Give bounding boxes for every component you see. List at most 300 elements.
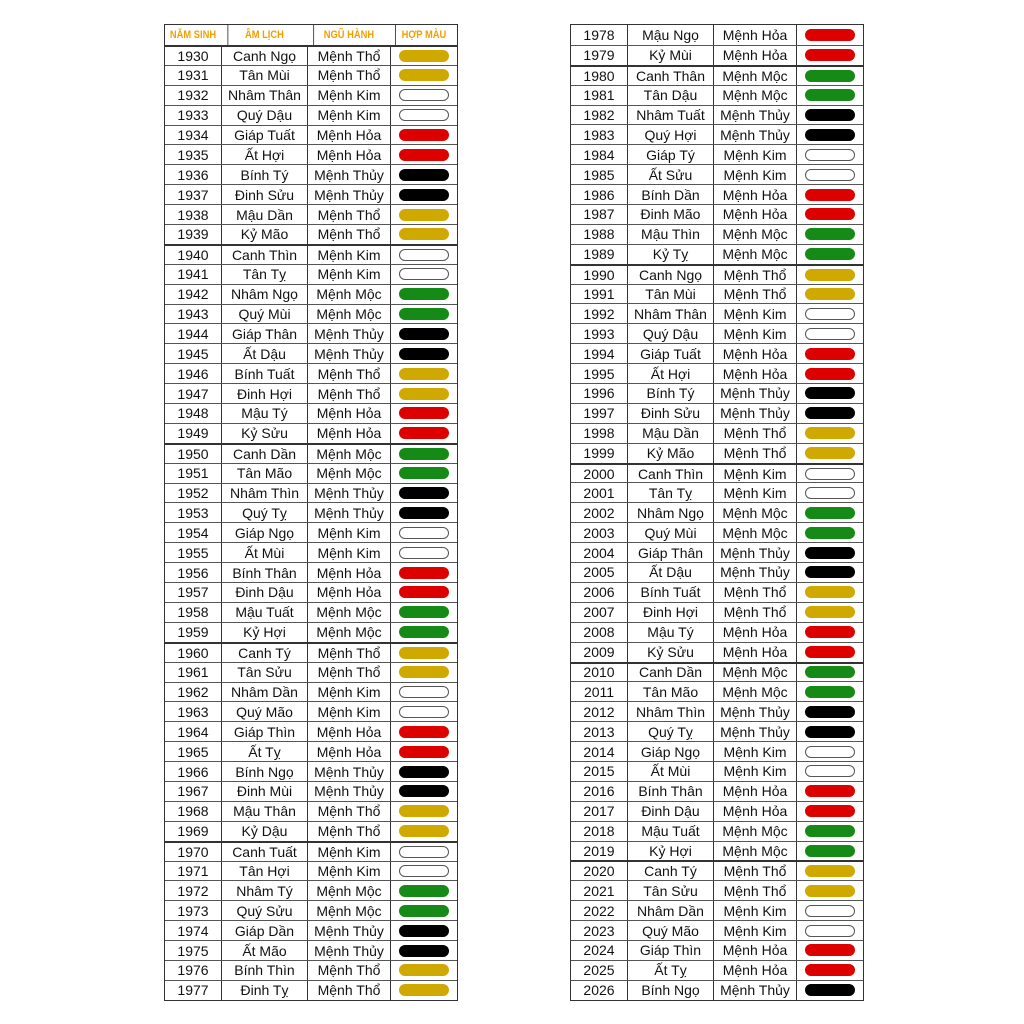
- color-cell: [390, 941, 457, 960]
- year-cell: 1986: [583, 186, 615, 203]
- year-cell: 1971: [177, 862, 209, 879]
- color-swatch: [399, 825, 449, 837]
- table-row: [165, 980, 457, 1000]
- table-row: [571, 363, 863, 383]
- table-row: [571, 443, 863, 463]
- color-swatch: [399, 706, 449, 718]
- lunar-cell: Giáp Tuất: [221, 126, 307, 145]
- color-swatch: [399, 805, 449, 817]
- lunar-cell: Mậu Thân: [221, 802, 307, 821]
- lunar-cell: Bính Tuất: [627, 583, 713, 602]
- year-cell: 1993: [583, 325, 615, 342]
- year-cell: 1966: [177, 763, 209, 780]
- color-swatch: [399, 448, 449, 460]
- table-row: [571, 622, 863, 642]
- year-cell: 2026: [583, 982, 615, 999]
- element-cell: Mệnh Thổ: [713, 603, 796, 622]
- color-swatch: [399, 666, 449, 678]
- color-swatch: [805, 368, 855, 380]
- element-cell: Mệnh Thủy: [307, 484, 390, 503]
- color-cell: [796, 523, 863, 542]
- element-cell: Mệnh Thổ: [713, 881, 796, 900]
- lunar-cell: Ất Mùi: [627, 762, 713, 781]
- table-row: [165, 144, 457, 164]
- color-cell: [796, 941, 863, 960]
- color-cell: [796, 364, 863, 383]
- color-swatch: [399, 368, 449, 380]
- year-cell: 1967: [177, 783, 209, 800]
- year-cell: 1961: [177, 664, 209, 681]
- year-cell: 1994: [583, 345, 615, 362]
- lunar-cell: Giáp Thìn: [221, 722, 307, 741]
- table-row: [165, 741, 457, 761]
- lunar-cell: Canh Thìn: [627, 465, 713, 483]
- lunar-cell: Nhâm Dần: [221, 683, 307, 702]
- element-cell: Mệnh Thổ: [713, 583, 796, 602]
- element-cell: Mệnh Mộc: [713, 225, 796, 244]
- table-row: [571, 303, 863, 323]
- color-swatch: [805, 70, 855, 82]
- color-cell: [796, 682, 863, 701]
- color-cell: [390, 623, 457, 642]
- color-cell: [796, 384, 863, 403]
- element-cell: Mệnh Thổ: [307, 644, 390, 662]
- year-cell: 2022: [583, 902, 615, 919]
- color-cell: [390, 205, 457, 224]
- lunar-cell: Ất Hợi: [221, 145, 307, 164]
- element-cell: Mệnh Kim: [307, 265, 390, 284]
- element-cell: Mệnh Kim: [713, 304, 796, 323]
- year-cell: 1947: [177, 385, 209, 402]
- color-cell: [796, 185, 863, 204]
- year-cell: 2005: [583, 564, 615, 581]
- color-cell: [390, 464, 457, 483]
- color-cell: [796, 643, 863, 662]
- color-cell: [390, 384, 457, 403]
- element-cell: Mệnh Mộc: [713, 682, 796, 701]
- color-swatch: [399, 865, 449, 877]
- color-swatch: [399, 388, 449, 400]
- element-cell: Mệnh Mộc: [713, 842, 796, 861]
- element-cell: Mệnh Thổ: [307, 663, 390, 682]
- lunar-cell: Đinh Hợi: [221, 384, 307, 403]
- element-cell: Mệnh Kim: [307, 543, 390, 562]
- lunar-cell: Giáp Thân: [627, 543, 713, 562]
- color-swatch: [399, 945, 449, 957]
- header-element: NGŨ HÀNH: [313, 25, 384, 45]
- element-cell: Mệnh Hỏa: [307, 742, 390, 761]
- year-cell: 2002: [583, 504, 615, 521]
- color-cell: [390, 126, 457, 145]
- table-left: [164, 24, 458, 1001]
- color-swatch: [399, 647, 449, 659]
- color-cell: [796, 742, 863, 761]
- table-row: [165, 304, 457, 324]
- element-cell: Mệnh Thổ: [307, 205, 390, 224]
- color-cell: [390, 663, 457, 682]
- table-row: [571, 482, 863, 502]
- element-cell: Mệnh Thổ: [713, 444, 796, 463]
- lunar-cell: Kỷ Mão: [221, 225, 307, 244]
- year-cell: 1962: [177, 683, 209, 700]
- lunar-cell: Kỷ Sửu: [627, 643, 713, 662]
- color-swatch: [805, 228, 855, 240]
- color-swatch: [399, 467, 449, 479]
- table-row: [571, 463, 863, 483]
- year-cell: 2008: [583, 624, 615, 641]
- lunar-cell: Ất Sửu: [627, 165, 713, 184]
- lunar-cell: Ất Dậu: [627, 563, 713, 582]
- lunar-cell: Quý Tỵ: [221, 503, 307, 522]
- color-swatch: [805, 646, 855, 658]
- lunar-cell: Mậu Thìn: [627, 225, 713, 244]
- color-swatch: [399, 169, 449, 181]
- year-cell: 1932: [177, 87, 209, 104]
- element-cell: Mệnh Hỏa: [713, 344, 796, 363]
- lunar-cell: Ất Tỵ: [627, 961, 713, 980]
- element-cell: Mệnh Mộc: [307, 464, 390, 483]
- table-row: [165, 383, 457, 403]
- table-row: [571, 920, 863, 940]
- year-cell: 1951: [177, 465, 209, 482]
- color-cell: [796, 324, 863, 343]
- color-cell: [796, 46, 863, 65]
- color-swatch: [805, 387, 855, 399]
- lunar-cell: Tân Sửu: [627, 881, 713, 900]
- color-cell: [796, 981, 863, 1000]
- lunar-cell: Tân Mùi: [221, 66, 307, 85]
- color-cell: [390, 822, 457, 841]
- lunar-cell: Giáp Ngọ: [221, 523, 307, 542]
- color-cell: [796, 67, 863, 85]
- year-cell: 2007: [583, 604, 615, 621]
- table-row: [571, 900, 863, 920]
- element-cell: Mệnh Thổ: [307, 802, 390, 821]
- color-cell: [796, 822, 863, 841]
- color-swatch: [399, 189, 449, 201]
- color-cell: [796, 762, 863, 781]
- color-swatch: [399, 964, 449, 976]
- lunar-cell: Tân Mão: [627, 682, 713, 701]
- table-row: [165, 562, 457, 582]
- color-swatch: [805, 447, 855, 459]
- color-cell: [796, 304, 863, 323]
- year-cell: 2019: [583, 842, 615, 859]
- year-cell: 2015: [583, 763, 615, 780]
- color-swatch: [399, 586, 449, 598]
- element-cell: Mệnh Hỏa: [307, 145, 390, 164]
- color-cell: [390, 66, 457, 85]
- lunar-cell: Kỷ Hợi: [627, 842, 713, 861]
- color-cell: [390, 782, 457, 801]
- table-row: [571, 423, 863, 443]
- year-cell: 1946: [177, 365, 209, 382]
- year-cell: 2018: [583, 823, 615, 840]
- color-swatch: [399, 209, 449, 221]
- element-cell: Mệnh Thủy: [713, 563, 796, 582]
- color-swatch: [805, 89, 855, 101]
- lunar-cell: Ất Tỵ: [221, 742, 307, 761]
- element-cell: Mệnh Thổ: [713, 285, 796, 304]
- color-cell: [390, 265, 457, 284]
- table-row: [571, 45, 863, 65]
- lunar-cell: Bính Thìn: [221, 961, 307, 980]
- element-cell: Mệnh Thủy: [307, 185, 390, 204]
- year-cell: 2017: [583, 803, 615, 820]
- element-cell: Mệnh Hỏa: [713, 802, 796, 821]
- lunar-cell: Mậu Dần: [627, 424, 713, 443]
- color-cell: [390, 702, 457, 721]
- table-row: [571, 403, 863, 423]
- lunar-cell: Kỷ Hợi: [221, 623, 307, 642]
- table-row: [165, 861, 457, 881]
- table-row: [571, 662, 863, 682]
- color-cell: [390, 445, 457, 463]
- lunar-cell: Canh Ngọ: [627, 266, 713, 284]
- color-cell: [390, 563, 457, 582]
- table-row: [165, 801, 457, 821]
- color-swatch: [805, 865, 855, 877]
- element-cell: Mệnh Kim: [307, 246, 390, 264]
- element-cell: Mệnh Thổ: [307, 822, 390, 841]
- lunar-cell: Bính Tuất: [221, 364, 307, 383]
- lunar-cell: Giáp Ngọ: [627, 742, 713, 761]
- table-row: [571, 860, 863, 880]
- element-cell: Mệnh Kim: [307, 86, 390, 105]
- year-cell: 1989: [583, 246, 615, 263]
- color-cell: [390, 246, 457, 264]
- color-swatch: [399, 746, 449, 758]
- element-cell: Mệnh Hỏa: [713, 961, 796, 980]
- table-row: [165, 85, 457, 105]
- color-cell: [796, 424, 863, 443]
- table-row: [165, 284, 457, 304]
- element-cell: Mệnh Kim: [713, 762, 796, 781]
- element-cell: Mệnh Thủy: [713, 384, 796, 403]
- element-cell: Mệnh Mộc: [713, 523, 796, 542]
- color-cell: [796, 86, 863, 105]
- element-cell: Mệnh Hỏa: [713, 643, 796, 662]
- table-row: [165, 224, 457, 244]
- color-swatch: [805, 925, 855, 937]
- year-cell: 2000: [583, 465, 615, 482]
- color-cell: [796, 842, 863, 861]
- year-cell: 2021: [583, 882, 615, 899]
- year-cell: 1930: [177, 47, 209, 64]
- table-row: [571, 801, 863, 821]
- year-cell: 2001: [583, 484, 615, 501]
- year-cell: 1963: [177, 703, 209, 720]
- table-row: [165, 184, 457, 204]
- lunar-cell: Ất Mùi: [221, 543, 307, 562]
- color-swatch: [399, 50, 449, 62]
- color-cell: [390, 145, 457, 164]
- table-row: [165, 542, 457, 562]
- color-swatch: [399, 268, 449, 280]
- table-row: [165, 443, 457, 463]
- element-cell: Mệnh Mộc: [307, 285, 390, 304]
- table-row: [571, 204, 863, 224]
- table-row: [165, 662, 457, 682]
- lunar-cell: Canh Thìn: [221, 246, 307, 264]
- year-cell: 2014: [583, 743, 615, 760]
- year-cell: 2013: [583, 723, 615, 740]
- color-swatch: [399, 228, 449, 240]
- color-cell: [390, 305, 457, 324]
- year-cell: 1959: [177, 624, 209, 641]
- color-swatch: [399, 527, 449, 539]
- color-swatch: [399, 288, 449, 300]
- lunar-cell: Đinh Dậu: [221, 583, 307, 602]
- lunar-cell: Đinh Hợi: [627, 603, 713, 622]
- lunar-cell: Mậu Dần: [221, 205, 307, 224]
- color-swatch: [805, 527, 855, 539]
- color-cell: [390, 583, 457, 602]
- table-row: [571, 642, 863, 662]
- element-cell: Mệnh Thủy: [307, 941, 390, 960]
- table-row: [571, 264, 863, 284]
- lunar-cell: Ất Dậu: [221, 344, 307, 363]
- table-row: [165, 841, 457, 861]
- color-cell: [390, 404, 457, 423]
- table-row: [165, 244, 457, 264]
- color-swatch: [399, 69, 449, 81]
- year-cell: 1983: [583, 126, 615, 143]
- table-row: [571, 184, 863, 204]
- color-cell: [796, 881, 863, 900]
- table-row: [165, 602, 457, 622]
- color-cell: [796, 503, 863, 522]
- element-cell: Mệnh Kim: [307, 843, 390, 861]
- lunar-cell: Nhâm Ngọ: [627, 503, 713, 522]
- color-swatch: [805, 785, 855, 797]
- table-row: [165, 164, 457, 184]
- color-swatch: [399, 427, 449, 439]
- element-cell: Mệnh Mộc: [713, 245, 796, 264]
- table-row: [571, 244, 863, 264]
- color-swatch: [805, 328, 855, 340]
- table-row: [571, 144, 863, 164]
- year-cell: 1938: [177, 206, 209, 223]
- table-row: [571, 224, 863, 244]
- lunar-cell: Quý Mùi: [627, 523, 713, 542]
- color-swatch: [805, 547, 855, 559]
- color-cell: [390, 603, 457, 622]
- year-cell: 1964: [177, 723, 209, 740]
- color-swatch: [805, 566, 855, 578]
- year-cell: 1980: [583, 67, 615, 84]
- lunar-cell: Đinh Mão: [627, 205, 713, 224]
- table-row: [165, 701, 457, 721]
- color-swatch: [399, 89, 449, 101]
- element-cell: Mệnh Hỏa: [713, 941, 796, 960]
- element-cell: Mệnh Mộc: [307, 881, 390, 900]
- header-lunar: ÂM LỊCH: [227, 25, 300, 45]
- color-cell: [390, 424, 457, 443]
- table-row: [165, 721, 457, 741]
- color-cell: [796, 285, 863, 304]
- year-cell: 2016: [583, 783, 615, 800]
- element-cell: Mệnh Hỏa: [307, 722, 390, 741]
- year-cell: 1948: [177, 405, 209, 422]
- table-row: [571, 522, 863, 542]
- year-cell: 2004: [583, 544, 615, 561]
- year-cell: 1939: [177, 226, 209, 243]
- color-swatch: [399, 407, 449, 419]
- element-cell: Mệnh Kim: [713, 742, 796, 761]
- table-header: [165, 25, 457, 45]
- color-swatch: [399, 905, 449, 917]
- table-row: [571, 25, 863, 45]
- color-swatch: [805, 746, 855, 758]
- element-cell: Mệnh Kim: [307, 106, 390, 125]
- year-cell: 1972: [177, 882, 209, 899]
- color-cell: [390, 543, 457, 562]
- element-cell: Mệnh Hỏa: [307, 583, 390, 602]
- year-cell: 1954: [177, 524, 209, 541]
- year-cell: 1975: [177, 942, 209, 959]
- table-row: [165, 682, 457, 702]
- lunar-cell: Bính Dần: [627, 185, 713, 204]
- color-cell: [796, 603, 863, 622]
- color-cell: [796, 266, 863, 284]
- element-cell: Mệnh Thủy: [713, 125, 796, 144]
- table-row: [571, 841, 863, 861]
- element-cell: Mệnh Kim: [307, 702, 390, 721]
- color-cell: [796, 623, 863, 642]
- table-row: [165, 582, 457, 602]
- table-row: [165, 900, 457, 920]
- color-cell: [390, 185, 457, 204]
- year-cell: 1974: [177, 922, 209, 939]
- color-swatch: [399, 686, 449, 698]
- color-swatch: [805, 427, 855, 439]
- table-row: [165, 463, 457, 483]
- color-cell: [796, 344, 863, 363]
- table-row: [165, 622, 457, 642]
- lunar-cell: Canh Dần: [627, 664, 713, 682]
- color-swatch: [805, 288, 855, 300]
- year-cell: 1996: [583, 385, 615, 402]
- table-right: [570, 24, 864, 1001]
- element-cell: Mệnh Thủy: [713, 981, 796, 1000]
- color-swatch: [399, 109, 449, 121]
- element-cell: Mệnh Mộc: [307, 901, 390, 920]
- table-row: [571, 602, 863, 622]
- color-swatch: [805, 686, 855, 698]
- year-cell: 2009: [583, 644, 615, 661]
- year-cell: 2020: [583, 863, 615, 880]
- header-color: HỢP MÀU: [395, 25, 452, 45]
- color-swatch: [399, 606, 449, 618]
- lunar-cell: Nhâm Thân: [627, 304, 713, 323]
- table-row: [571, 781, 863, 801]
- color-cell: [796, 483, 863, 502]
- color-swatch: [399, 328, 449, 340]
- element-cell: Mệnh Thủy: [713, 702, 796, 721]
- element-cell: Mệnh Thổ: [307, 384, 390, 403]
- color-cell: [796, 782, 863, 801]
- color-swatch: [805, 248, 855, 260]
- lunar-cell: Canh Tý: [221, 644, 307, 662]
- lunar-cell: Đinh Dậu: [627, 802, 713, 821]
- lunar-cell: Tân Sửu: [221, 663, 307, 682]
- color-cell: [390, 881, 457, 900]
- color-cell: [390, 843, 457, 861]
- color-swatch: [399, 129, 449, 141]
- color-cell: [390, 484, 457, 503]
- table-row: [571, 502, 863, 522]
